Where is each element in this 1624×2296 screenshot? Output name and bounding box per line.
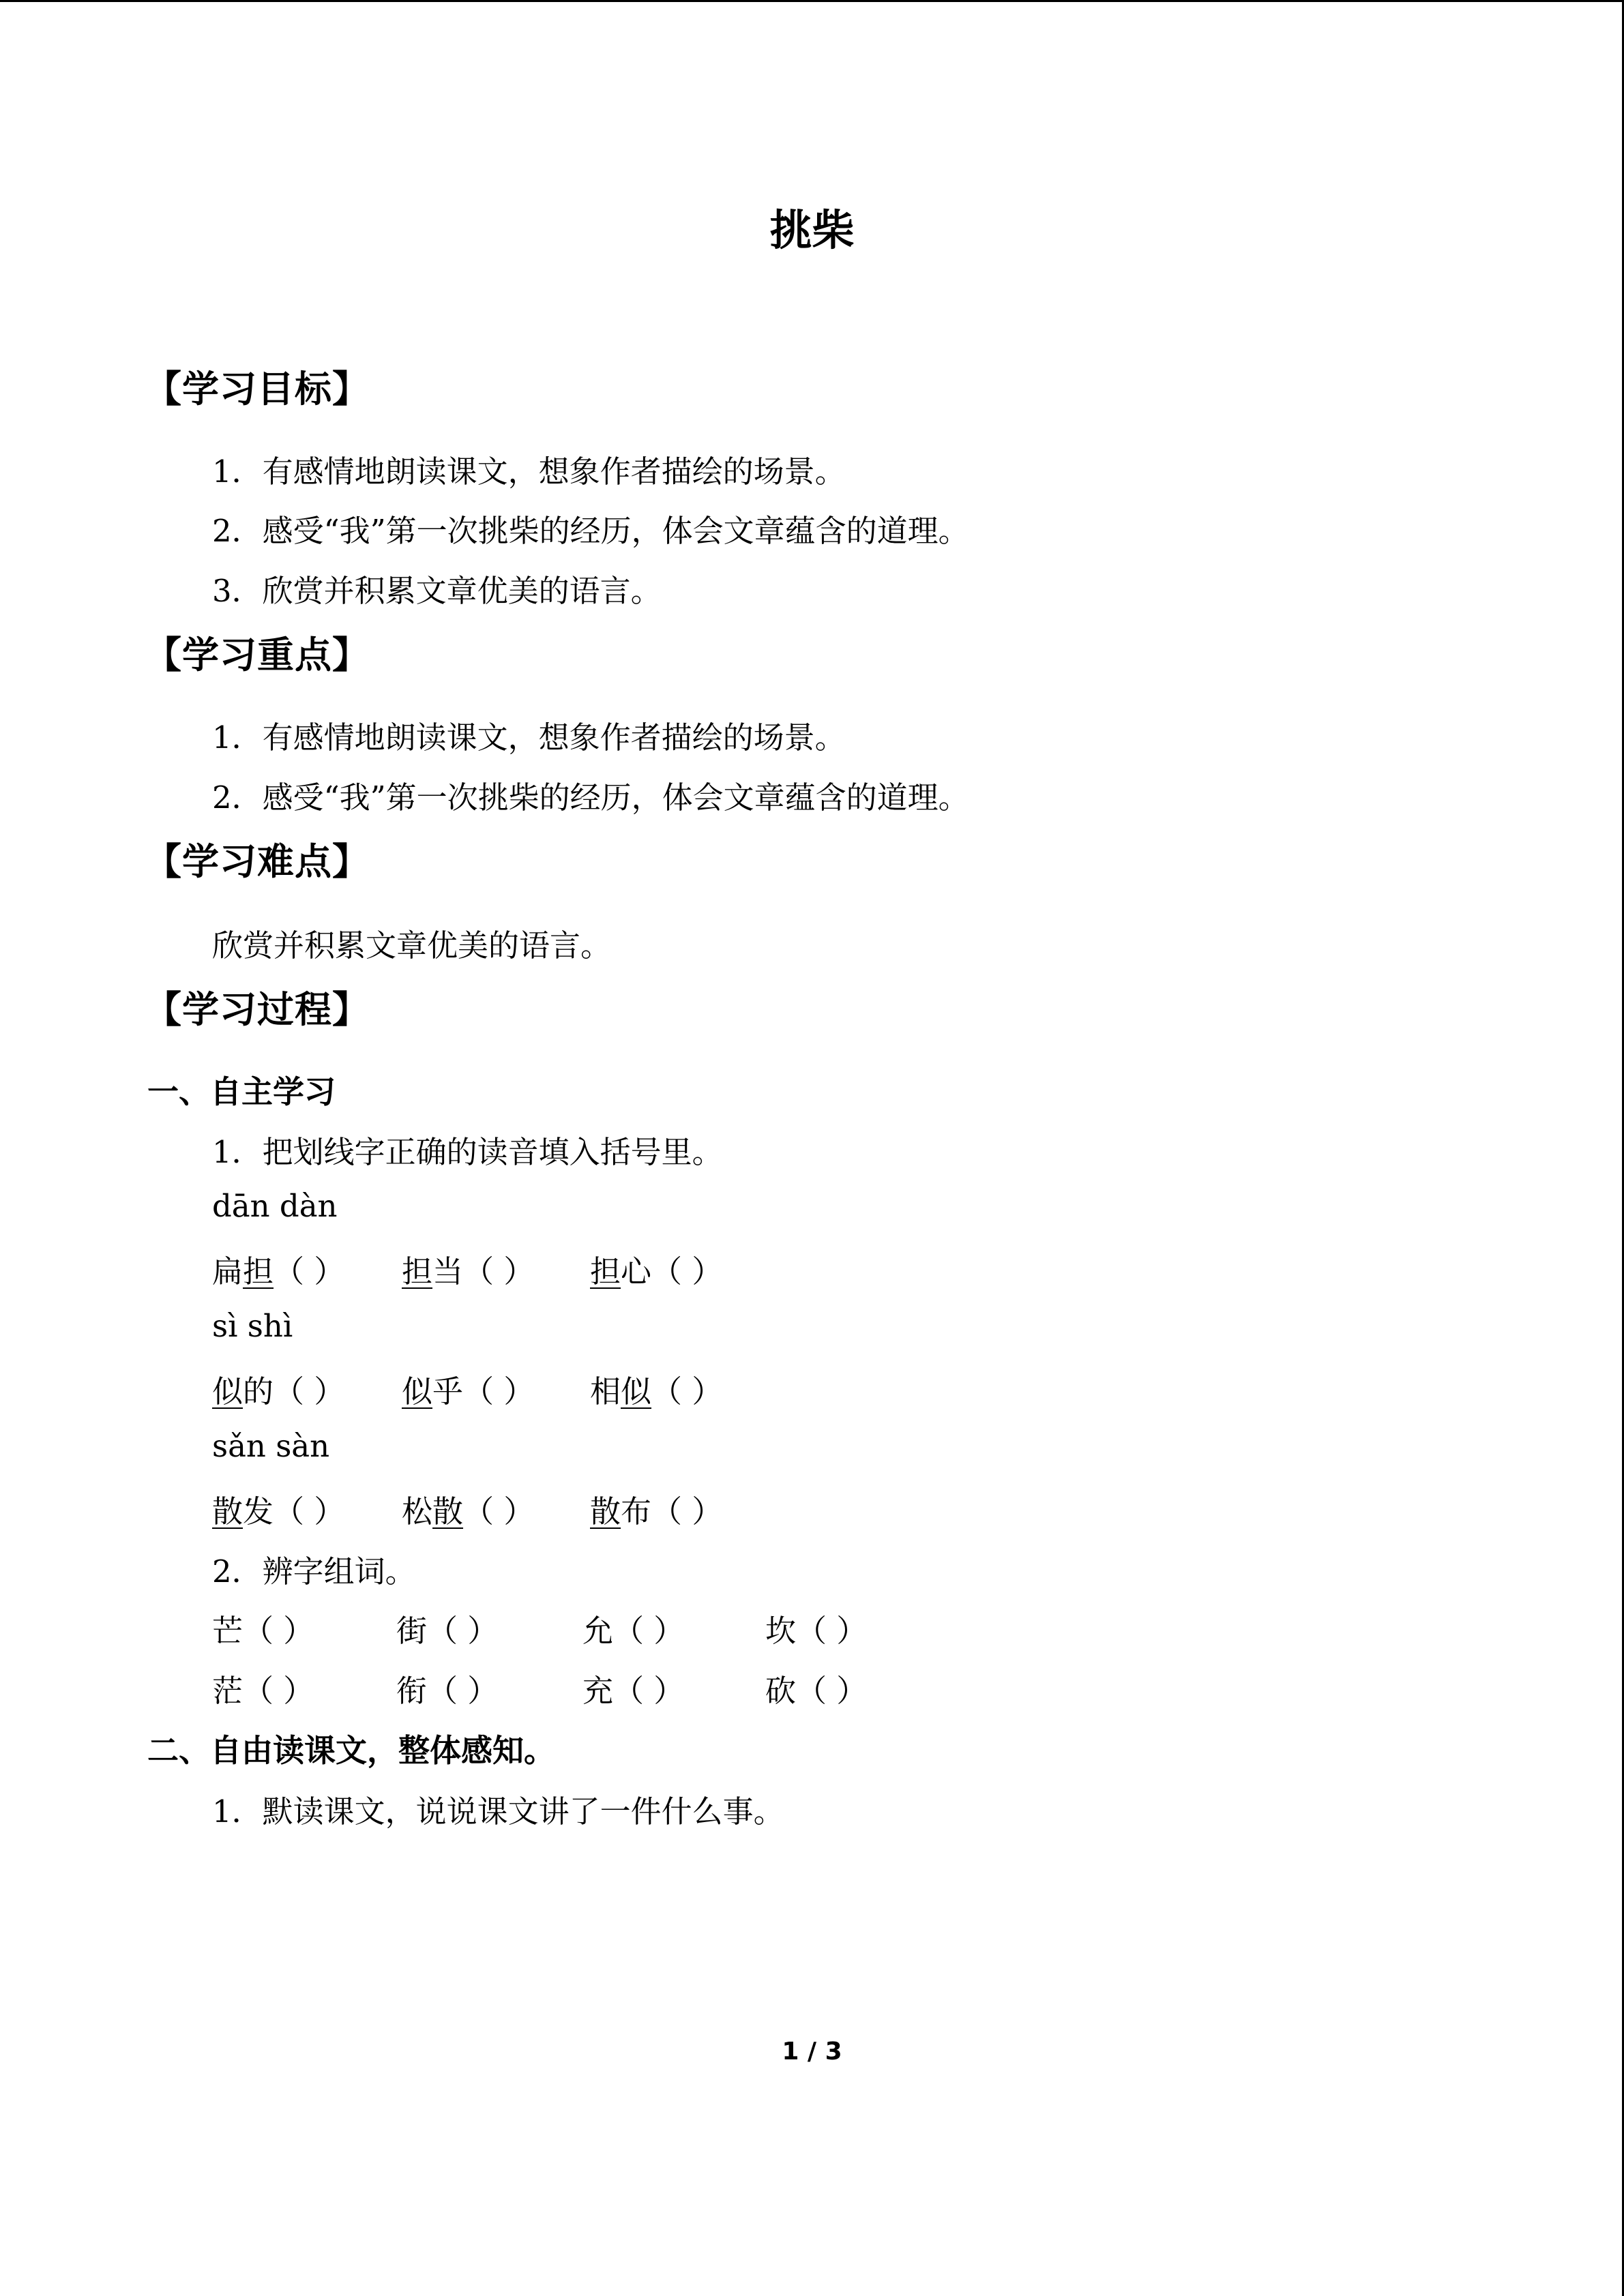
- goal-item: 1．有感情地朗读课文，想象作者描绘的场景。: [212, 453, 846, 490]
- question-1: 1．把划线字正确的读音填入括号里。: [212, 1134, 723, 1170]
- answer-paren[interactable]: （ ）: [463, 1373, 535, 1410]
- section-heading-difficulties: 【学习难点】: [145, 839, 370, 883]
- compare-item[interactable]: 芒（ ）: [212, 1613, 314, 1649]
- word-item: 松散（ ）: [402, 1493, 535, 1530]
- pinyin-word-row: [212, 1247, 826, 1287]
- pinyin-word-row: [212, 1367, 826, 1410]
- word-item: 扁担（ ）: [212, 1253, 345, 1289]
- compare-item[interactable]: 砍（ ）: [765, 1673, 868, 1709]
- word-item: 散发（ ）: [212, 1493, 345, 1530]
- key-point-item: 2．感受“我”第一次挑柴的经历，体会文章蕴含的道理。: [212, 779, 969, 816]
- section-heading-key-points: 【学习重点】: [145, 633, 370, 676]
- part2-heading: 二、自由读课文，整体感知。: [147, 1732, 555, 1769]
- compare-item[interactable]: 街（ ）: [396, 1613, 499, 1649]
- pinyin-label: sǎn sàn: [212, 1428, 330, 1464]
- answer-paren[interactable]: （ ）: [651, 1253, 723, 1289]
- compare-item[interactable]: 衔（ ）: [396, 1673, 499, 1709]
- compare-item[interactable]: 茫（ ）: [212, 1673, 314, 1709]
- answer-paren[interactable]: （ ）: [463, 1253, 535, 1289]
- word-item: 担当（ ）: [402, 1253, 535, 1289]
- word-item: 散布（ ）: [590, 1493, 723, 1530]
- compare-item[interactable]: 充（ ）: [582, 1673, 685, 1709]
- word-item: 相似（ ）: [590, 1373, 723, 1410]
- section-heading-goals: 【学习目标】: [145, 367, 370, 411]
- goal-item: 2．感受“我”第一次挑柴的经历，体会文章蕴含的道理。: [212, 513, 969, 549]
- page-top-border: [0, 0, 1624, 2]
- goal-item: 3．欣赏并积累文章优美的语言。: [212, 573, 662, 609]
- pinyin-label: dān dàn: [212, 1188, 338, 1224]
- compare-item[interactable]: 允（ ）: [582, 1613, 685, 1649]
- answer-paren[interactable]: （ ）: [274, 1373, 345, 1410]
- word-item: 似的（ ）: [212, 1373, 345, 1410]
- pinyin-word-row: [212, 1487, 826, 1530]
- word-item: 似乎（ ）: [402, 1373, 535, 1410]
- part2-question-1: 1．默读课文，说说课文讲了一件什么事。: [212, 1793, 784, 1830]
- page-title: 挑柴: [769, 205, 855, 255]
- question-2: 2．辨字组词。: [212, 1553, 416, 1590]
- answer-paren[interactable]: （ ）: [463, 1493, 535, 1530]
- key-point-item: 1．有感情地朗读课文，想象作者描绘的场景。: [212, 719, 846, 756]
- answer-paren[interactable]: （ ）: [274, 1493, 345, 1530]
- answer-paren[interactable]: （ ）: [274, 1253, 345, 1289]
- page-number: 1 / 3: [782, 2038, 842, 2066]
- answer-paren[interactable]: （ ）: [651, 1493, 723, 1530]
- word-item: 担心（ ）: [590, 1253, 723, 1289]
- compare-row: [212, 1666, 962, 1707]
- compare-item[interactable]: 坎（ ）: [765, 1613, 868, 1649]
- pinyin-label: sì shì: [212, 1308, 293, 1344]
- answer-paren[interactable]: （ ）: [651, 1373, 723, 1410]
- compare-row: [212, 1606, 962, 1647]
- difficulty-item: 欣赏并积累文章优美的语言。: [212, 927, 612, 964]
- section-heading-process: 【学习过程】: [145, 987, 370, 1031]
- part1-heading: 一、自主学习: [147, 1073, 336, 1110]
